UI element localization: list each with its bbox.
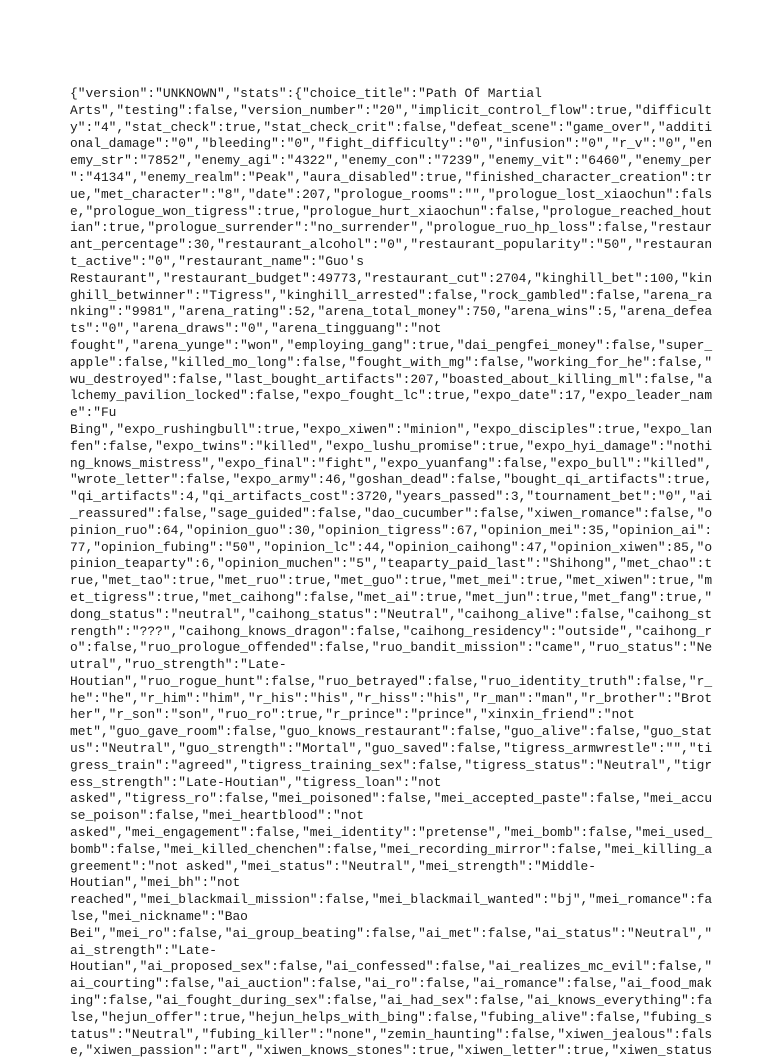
text-line: Houtian","ai_proposed_sex":false,"ai_confessed":false,"ai_realizes_mc_evil":false,": [70, 959, 713, 975]
text-line: dong_status":"neutral","caihong_status":"Neutral","caihong_alive":false,"caihong_st: [70, 606, 713, 622]
text-line: met","guo_gave_room":false,"guo_knows_restaurant":false,"guo_alive":false,"guo_stat: [70, 724, 713, 740]
text-line: rength":"???","caihong_knows_dragon":false,"caihong_residency":"outside","caihong_r: [70, 623, 713, 639]
text-line: rue,"met_tao":true,"met_ruo":true,"met_guo":true,"met_mei":true,"met_xiwen":true,"m: [70, 573, 713, 589]
text-line: ghill_betwinner":"Tigress","kinghill_arrested":false,"rock_gambled":false,"arena_ra: [70, 287, 713, 303]
text-line: lse,"mei_nickname":"Bao: [70, 909, 248, 925]
text-line: tatus":"Neutral","fubing_killer":"none","zemin_haunting":false,"xiwen_jealous":fals: [70, 1026, 713, 1042]
text-line: e,"xiwen_passion":"art","xiwen_knows_stones":true,"xiwen_letter":true,"xiwen_status: [70, 1043, 713, 1059]
text-line: {"version":"UNKNOWN","stats":{"choice_title":"Path Of Martial: [70, 86, 542, 101]
text-line: gress_train":"agreed","tigress_training_sex":false,"tigress_status":"Neutral","tigr: [70, 757, 713, 773]
text-line: _reassured":false,"sage_guided":false,"dao_cucumber":false,"xiwen_romance":false,"o: [70, 505, 713, 521]
text-line: y":"4","stat_check":true,"stat_check_crit":false,"defeat_scene":"game_over","additi: [70, 119, 713, 135]
text-line: et_tigress":true,"met_caihong":false,"met_ai":true,"met_jun":true,"met_fang":true,": [70, 589, 713, 605]
text-line: greement":"not asked","mei_status":"Neutral","mei_strength":"Middle-: [70, 858, 597, 874]
text-line: "wrote_letter":false,"expo_army":46,"goshan_dead":false,"bought_qi_artifacts":true,: [70, 472, 713, 488]
text-line: pinion_ruo":64,"opinion_guo":30,"opinion_tigress":67,"opinion_mei":35,"opinion_ai":: [70, 522, 713, 538]
text-line: asked","tigress_ro":false,"mei_poisoned":false,"mei_accepted_paste":false,"mei_accu: [70, 791, 713, 807]
text-line: apple":false,"killed_mo_long":false,"fought_with_mg":false,"working_for_he":false,": [70, 354, 713, 370]
text-line: fen":false,"expo_twins":"killed","expo_lushu_promise":true,"expo_hyi_damage":"nothi: [70, 438, 713, 454]
text-line: Bing","expo_rushingbull":true,"expo_xiwen":"minion","expo_disciples":true,"expo_lan: [70, 421, 713, 437]
text-line: ant_percentage":30,"restaurant_alcohol":"0","restaurant_popularity":"50","restauran: [70, 237, 713, 253]
text-line: Restaurant","restaurant_budget":49773,"restaurant_cut":2704,"kinghill_bet":100,"kin: [70, 270, 713, 286]
text-line: e":"Fu: [70, 405, 117, 421]
text-line: nking":"9981","arena_rating":52,"arena_total_money":750,"arena_wins":5,"arena_defea: [70, 304, 713, 320]
text-line: ng_knows_mistress","expo_final":"fight","expo_yuanfang":false,"expo_bull":"killed",: [70, 455, 713, 471]
text-line: o":false,"ruo_prologue_offended":false,"ruo_bandit_mission":"came","ruo_status":"Ne: [70, 640, 713, 656]
text-line: us":"Neutral","guo_strength":"Mortal","guo_saved":false,"tigress_armwrestle":"","ti: [70, 741, 713, 757]
text-line: her","r_son":"son","ruo_ro":true,"r_prince":"prince","xinxin_friend":"not: [70, 707, 635, 723]
text-line: Arts","testing":false,"version_number":"20","implicit_control_flow":true,"difficult: [70, 102, 713, 118]
text-line: lchemy_pavilion_locked":false,"expo_fought_lc":true,"expo_date":17,"expo_leader_nam: [70, 388, 713, 404]
text-line: lse,"hejun_offer":true,"hejun_helps_with_bing":false,"fubing_alive":false,"fubing_s: [70, 1009, 713, 1025]
text-line: "qi_artifacts":4,"qi_artifacts_cost":3720,"years_passed":3,"tournament_bet":"0","ai: [70, 489, 713, 505]
text-line: e,"prologue_won_tigress":true,"prologue_hurt_xiaochun":false,"prologue_reached_hout: [70, 203, 713, 219]
text-line: fought","arena_yunge":"won","employing_gang":true,"dai_pengfei_money":false,"super_: [70, 337, 713, 353]
text-line: ts":"0","arena_draws":"0","arena_tingguang":"not: [70, 321, 442, 337]
text-line: asked","mei_engagement":false,"mei_identity":"pretense","mei_bomb":false,"mei_used_: [70, 825, 713, 841]
text-line: Houtian","ruo_rogue_hunt":false,"ruo_betrayed":false,"ruo_identity_truth":false,"r_: [70, 673, 713, 689]
text-line: ":"4134","enemy_realm":"Peak","aura_disabled":true,"finished_character_creation":tr: [70, 169, 713, 185]
text-line: ian":true,"prologue_surrender":"no_surrender","prologue_ruo_hp_loss":false,"restaur: [70, 220, 713, 236]
text-line: wu_destroyed":false,"last_bought_artifacts":207,"boasted_about_killing_ml":false,"a: [70, 371, 713, 387]
text-line: reached","mei_blackmail_mission":false,"mei_blackmail_wanted":"bj","mei_romance":fa: [70, 892, 713, 908]
text-line: 77,"opinion_fubing":"50","opinion_lc":44,"opinion_caihong":47,"opinion_xiwen":85,"o: [70, 539, 713, 555]
text-line: se_poison":false,"mei_heartblood":"not: [70, 808, 364, 824]
text-line: pinion_teaparty":6,"opinion_muchen":"5","teaparty_paid_last":"Shihong","met_chao":t: [70, 556, 713, 572]
text-line: ing":false,"ai_fought_during_sex":false,"ai_had_sex":false,"ai_knows_everything":fa: [70, 993, 713, 1009]
text-line: Houtian","mei_bh":"not: [70, 875, 241, 891]
text-line: bomb":false,"mei_killed_chenchen":false,"mei_recording_mirror":false,"mei_killing_a: [70, 841, 713, 857]
save-data-text: [70, 86, 713, 1060]
text-line: onal_damage":"0","bleeding":"0","fight_difficulty":"0","infusion":"0","r_v":"0","en: [70, 136, 713, 152]
text-line: he":"he","r_him":"him","r_his":"his","r_hiss":"his","r_man":"man","r_brother":"Brot: [70, 690, 713, 706]
text-line: ai_strength":"Late-: [70, 942, 217, 958]
text-line: t_active":"0","restaurant_name":"Guo's: [70, 253, 364, 269]
text-line: ue,"met_character":"8","date":207,"prologue_rooms":"","prologue_lost_xiaochun":fals: [70, 186, 713, 202]
text-line: ess_strength":"Late-Houtian","tigress_loan":"not: [70, 774, 442, 790]
text-line: Bei","mei_ro":false,"ai_group_beating":false,"ai_met":false,"ai_status":"Neutral",": [70, 925, 713, 941]
text-line: utral","ruo_strength":"Late-: [70, 657, 287, 673]
text-line: ai_courting":false,"ai_auction":false,"ai_ro":false,"ai_romance":false,"ai_food_mak: [70, 976, 713, 992]
text-line: emy_str":"7852","enemy_agi":"4322","enemy_con":"7239","enemy_vit":"6460","enemy_per: [70, 153, 713, 169]
